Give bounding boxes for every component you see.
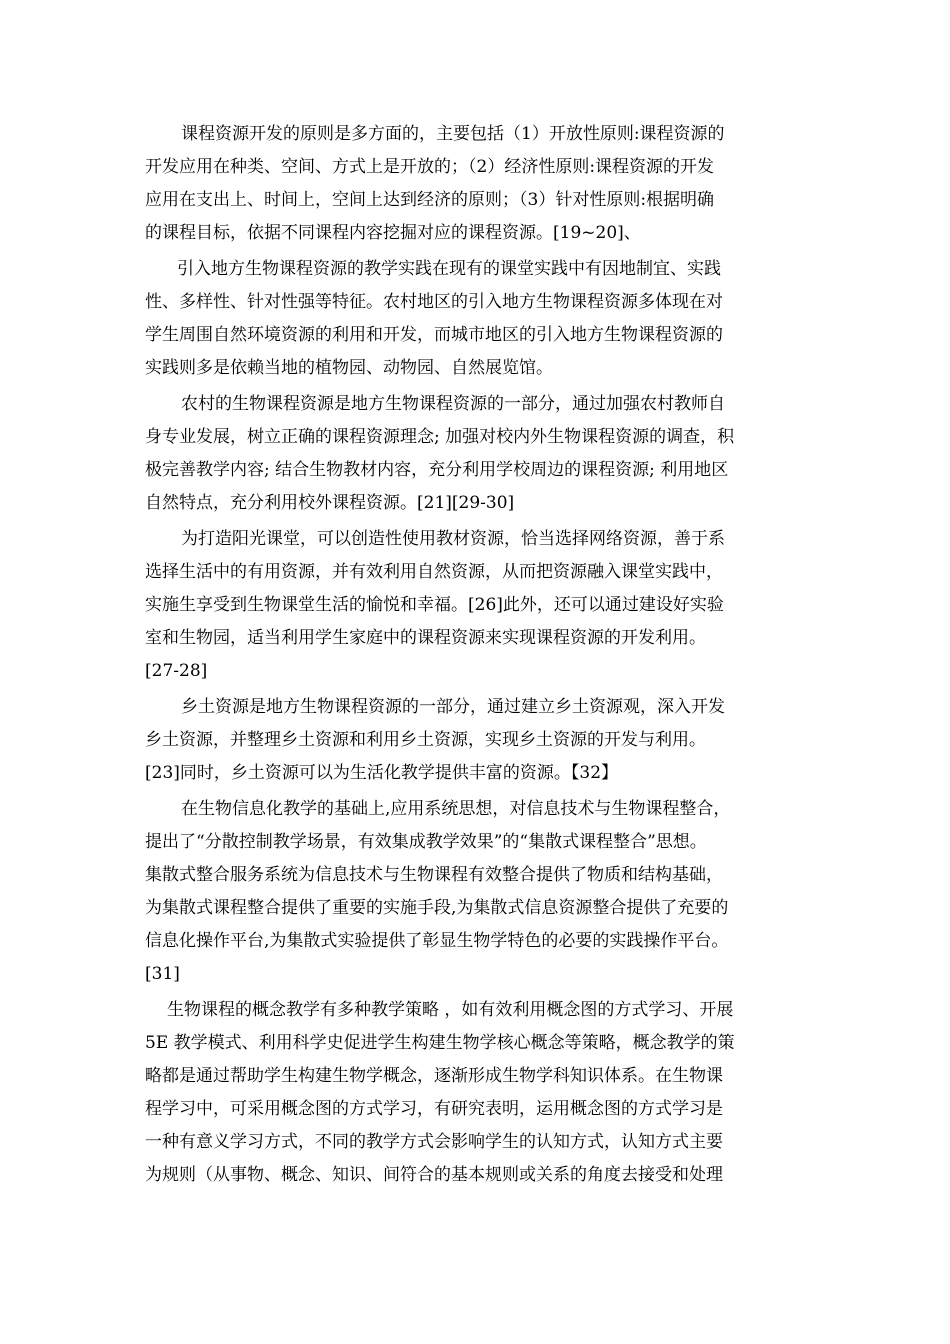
- text-line: 自然特点，充分利用校外课程资源。[21][29-30]: [145, 493, 515, 513]
- text-line: 为打造阳光课堂，可以创造性使用教材资源，恰当选择网络资源，善于系: [181, 529, 725, 549]
- text-line: 性、多样性、针对性强等特征。农村地区的引入地方生物课程资源多体现在对: [145, 292, 723, 312]
- text-line: [23]同时，乡土资源可以为生活化教学提供丰富的资源。【32】: [145, 763, 619, 783]
- text-line: 集散式整合服务系统为信息技术与生物课程有效整合提供了物质和结构基础，: [145, 865, 723, 885]
- text-line: 室和生物园，适当利用学生家庭中的课程资源来实现课程资源的开发利用。: [145, 628, 706, 648]
- text-line: 一种有意义学习方式，不同的教学方式会影响学生的认知方式，认知方式主要: [145, 1132, 723, 1152]
- text-line: 提出了“分散控制教学场景，有效集成教学效果”的“集散式课程整合”思想。: [145, 832, 707, 852]
- text-line: 身专业发展，树立正确的课程资源理念; 加强对校内外生物课程资源的调查，积: [145, 427, 735, 447]
- text-line: 程学习中，可采用概念图的方式学习，有研究表明，运用概念图的方式学习是: [145, 1099, 723, 1119]
- text-line: [27-28]: [145, 661, 208, 681]
- text-line: 略都是通过帮助学生构建生物学概念，逐渐形成生物学科知识体系。在生物课: [145, 1066, 723, 1086]
- text-line: 为集散式课程整合提供了重要的实施手段,为集散式信息资源整合提供了充要的: [145, 898, 729, 918]
- text-line: 应用在支出上、时间上，空间上达到经济的原则；（3）针对性原则:根据明确: [145, 190, 715, 210]
- text-line: 的课程目标，依据不同课程内容挖掘对应的课程资源。[19~20]、: [145, 223, 641, 243]
- text-line: 为规则（从事物、概念、知识、间符合的基本规则或关系的角度去接受和处理: [145, 1165, 723, 1185]
- text-line: 开发应用在种类、空间、方式上是开放的；（2）经济性原则:课程资源的开发: [145, 157, 715, 177]
- text-line: 信息化操作平台,为集散式实验提供了彰显生物学特色的必要的实践操作平台。: [145, 931, 729, 951]
- text-line: 生物课程的概念教学有多种教学策略 ，如有效利用概念图的方式学习、开展: [167, 1000, 734, 1020]
- text-line: 学生周围自然环境资源的利用和开发，而城市地区的引入地方生物课程资源的: [145, 325, 723, 345]
- text-line: 实践则多是依赖当地的植物园、动物园、自然展览馆。: [145, 358, 553, 378]
- text-line: 实施生享受到生物课堂生活的愉悦和幸福。[26]此外，还可以通过建设好实验: [145, 595, 724, 615]
- text-line: 极完善教学内容; 结合生物教材内容，充分利用学校周边的课程资源; 利用地区: [145, 460, 729, 480]
- text-line: 在生物信息化教学的基础上,应用系统思想，对信息技术与生物课程整合，: [181, 799, 731, 819]
- text-line: [31]: [145, 964, 180, 984]
- text-line: 乡土资源，并整理乡土资源和利用乡土资源，实现乡土资源的开发与利用。: [145, 730, 706, 750]
- text-line: 课程资源开发的原则是多方面的，主要包括（1）开放性原则:课程资源的: [181, 124, 725, 144]
- text-line: 农村的生物课程资源是地方生物课程资源的一部分，通过加强农村教师自: [181, 394, 725, 414]
- text-line: 选择生活中的有用资源，并有效利用自然资源，从而把资源融入课堂实践中，: [145, 562, 723, 582]
- text-line: 乡土资源是地方生物课程资源的一部分，通过建立乡土资源观，深入开发: [181, 697, 725, 717]
- text-line: 引入地方生物课程资源的教学实践在现有的课堂实践中有因地制宜、实践: [177, 259, 721, 279]
- text-line: 5E 教学模式、利用科学史促进学生构建生物学核心概念等策略，概念教学的策: [145, 1033, 735, 1053]
